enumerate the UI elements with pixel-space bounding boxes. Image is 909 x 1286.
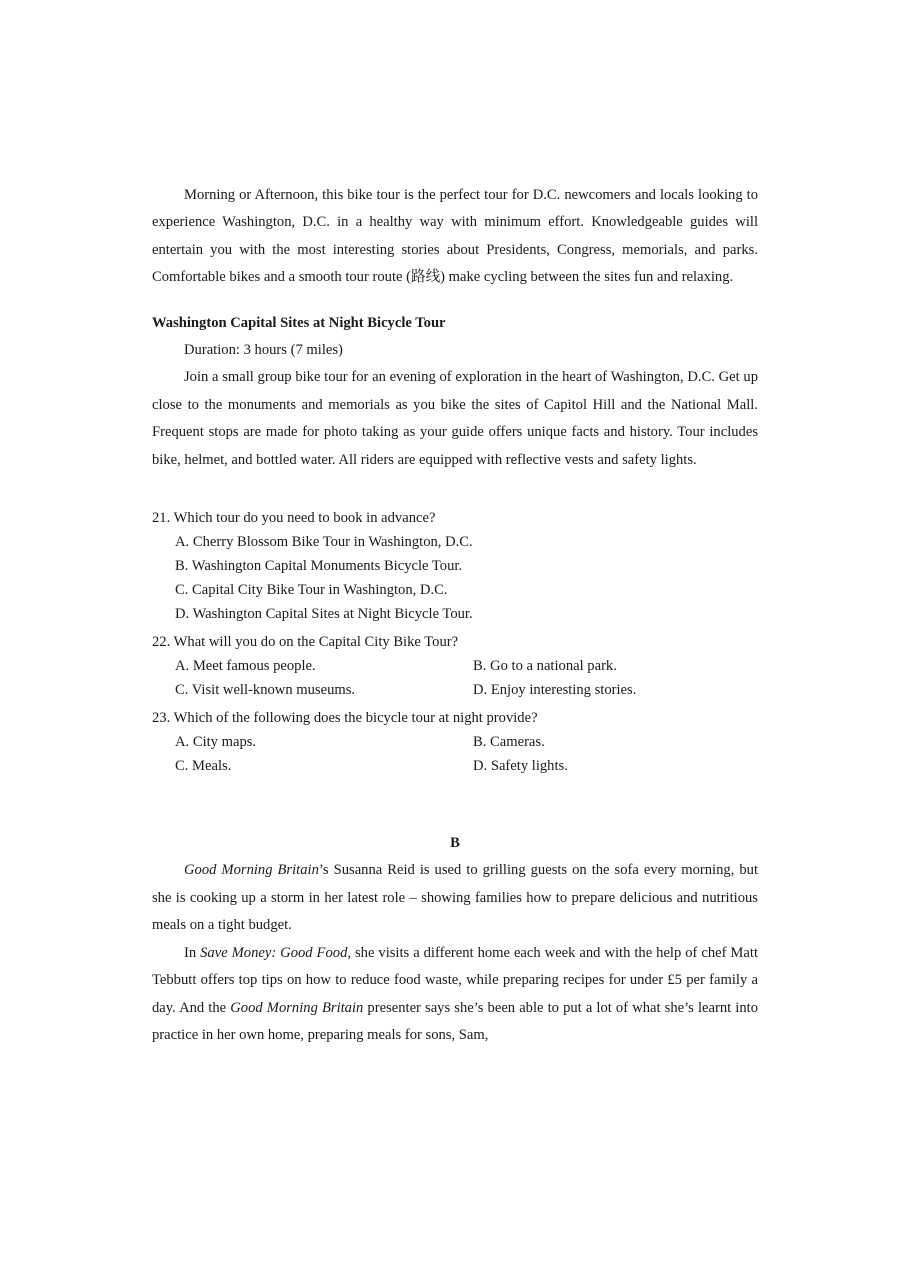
show-title: Good Morning Britain: [230, 999, 364, 1016]
question-21: [152, 506, 758, 626]
option-a: A. City maps.: [175, 734, 257, 751]
option-c: C. Visit well-known museums.: [175, 682, 356, 699]
section-b-paragraph-2: [152, 940, 758, 1050]
paragraph-text: presenter says she’s been able to put a lot of what she’s learnt into practice in her own home, preparing meals for sons, Sam,: [152, 999, 758, 1043]
option-a: A. Cherry Blossom Bike Tour in Washington, D.C.: [175, 534, 473, 551]
section-b-paragraph-1: [152, 857, 758, 939]
question-22: [152, 630, 758, 702]
option-d: D. Enjoy interesting stories.: [473, 682, 637, 699]
question-23: [152, 706, 758, 778]
paragraph-text: ’s Susanna Reid is used to grilling guests on the sofa every morning, but she is cooking up a storm in her latest role – showing families how to prepare delicious and nutritious meals on a tight budget.: [152, 862, 759, 934]
questions-list: [152, 506, 758, 778]
paragraph-text: , she visits a different home each week and with the help of chef Matt Tebbutt offers top tips on how to reduce food waste, while preparing recipes for under £5 per family a day. And the: [152, 944, 758, 1016]
option-d: D. Safety lights.: [473, 758, 568, 775]
show-title: Save Money: Good Food: [200, 944, 348, 961]
night-tour-section: [152, 310, 758, 474]
option-b: B. Washington Capital Monuments Bicycle Tour.: [175, 558, 463, 575]
option-c: C. Capital City Bike Tour in Washington, D.C.: [175, 582, 448, 599]
paragraph-text: In: [184, 944, 201, 961]
option-c: C. Meals.: [175, 758, 232, 775]
night-tour-title: Washington Capital Sites at Night Bicycle Tour: [152, 314, 446, 331]
night-tour-duration: Duration: 3 hours (7 miles): [184, 342, 343, 359]
night-tour-description: Join a small group bike tour for an evening of exploration in the heart of Washington, D.C. Get up close to the monuments and memorials as you bike the sites of Capitol Hill and the National Mall. Frequent stops are made for photo taking as your guide offers unique facts and history. Tour includes bike, helmet, and bottled water. All riders are equipped with reflective vests and safety lights.: [152, 369, 758, 468]
section-b-body: [152, 857, 758, 1049]
option-d: D. Washington Capital Sites at Night Bicycle Tour.: [175, 606, 473, 623]
option-row: [152, 754, 758, 778]
option-b: B. Cameras.: [473, 734, 545, 751]
option-b: B. Go to a national park.: [473, 658, 617, 675]
intro-paragraph: Morning or Afternoon, this bike tour is the perfect tour for D.C. newcomers and locals looking to experience Washington, D.C. in a healthy way with minimum effort. Knowledgeable guides will entertain you with the most interesting stories about Presidents, Congress, memorials, and parks. Comfortable bikes and a smooth tour route (路线) make cycling between the sites fun and relaxing.: [152, 187, 758, 286]
question-stem: 22. What will you do on the Capital City Bike Tour?: [152, 634, 459, 651]
show-title: Good Morning Britain: [184, 862, 319, 879]
question-stem: 21. Which tour do you need to book in advance?: [152, 510, 436, 527]
document-page: [152, 182, 758, 1049]
option-row: [152, 730, 758, 754]
question-stem: 23. Which of the following does the bicycle tour at night provide?: [152, 710, 538, 727]
option-a: A. Meet famous people.: [175, 658, 316, 675]
option-row: [152, 654, 758, 678]
section-b-heading: B: [450, 835, 460, 852]
option-row: [152, 678, 758, 702]
